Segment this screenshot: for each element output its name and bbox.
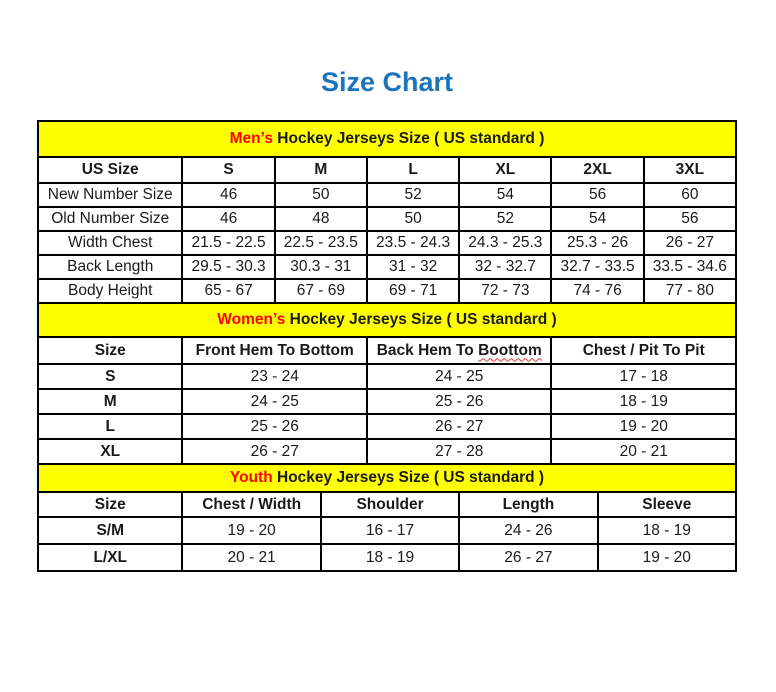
- table-cell: 23 - 24: [182, 364, 367, 389]
- table-cell: 24.3 - 25.3: [459, 231, 551, 255]
- section-title-rest: Hockey Jerseys Size ( US standard ): [272, 130, 545, 147]
- table-cell: 16 - 17: [321, 517, 459, 544]
- size-chart-content: [37, 66, 737, 572]
- table-cell: 74 - 76: [551, 279, 643, 303]
- table-cell: 18 - 19: [551, 389, 736, 414]
- table-cell: 25 - 26: [367, 389, 552, 414]
- table-row: [38, 183, 736, 207]
- mens-section-title: [38, 121, 736, 157]
- table-row: [38, 544, 736, 571]
- row-label: New Number Size: [38, 183, 182, 207]
- column-header: Shoulder: [321, 492, 459, 517]
- column-header: US Size: [38, 157, 182, 183]
- table-cell: 72 - 73: [459, 279, 551, 303]
- womens-header-row: [38, 337, 736, 364]
- column-header: XL: [459, 157, 551, 183]
- column-header: M: [275, 157, 367, 183]
- table-cell: 19 - 20: [551, 414, 736, 439]
- table-cell: 17 - 18: [551, 364, 736, 389]
- mens-size-table: [37, 120, 737, 304]
- table-row: [38, 414, 736, 439]
- column-header: 2XL: [551, 157, 643, 183]
- table-cell: 21.5 - 22.5: [182, 231, 274, 255]
- table-cell: 33.5 - 34.6: [644, 255, 736, 279]
- table-cell: 50: [275, 183, 367, 207]
- table-cell: 26 - 27: [644, 231, 736, 255]
- table-cell: 18 - 19: [321, 544, 459, 571]
- page-title: Size Chart: [320, 67, 454, 97]
- column-header: Sleeve: [598, 492, 736, 517]
- table-cell: 69 - 71: [367, 279, 459, 303]
- table-cell: 23.5 - 24.3: [367, 231, 459, 255]
- table-cell: 25 - 26: [182, 414, 367, 439]
- section-title-rest: Hockey Jerseys Size ( US standard ): [285, 311, 557, 328]
- row-label: XL: [38, 439, 182, 464]
- table-row: [38, 389, 736, 414]
- youth-header-row: [38, 492, 736, 517]
- table-cell: 31 - 32: [367, 255, 459, 279]
- table-cell: 60: [644, 183, 736, 207]
- table-cell: 19 - 20: [598, 544, 736, 571]
- column-header: Front Hem To Bottom: [182, 337, 367, 364]
- section-title-highlight: Youth: [229, 469, 273, 486]
- youth-section-title: [38, 464, 736, 492]
- table-cell: 19 - 20: [182, 517, 320, 544]
- table-cell: 54: [459, 183, 551, 207]
- table-cell: 50: [367, 207, 459, 231]
- table-cell: 65 - 67: [182, 279, 274, 303]
- table-cell: 26 - 27: [459, 544, 597, 571]
- section-title-highlight: Men’s: [229, 130, 273, 147]
- column-header: Length: [459, 492, 597, 517]
- table-row: [38, 207, 736, 231]
- table-cell: 46: [182, 207, 274, 231]
- column-header: S: [182, 157, 274, 183]
- table-cell: 18 - 19: [598, 517, 736, 544]
- table-cell: 30.3 - 31: [275, 255, 367, 279]
- row-label: Body Height: [38, 279, 182, 303]
- table-cell: 52: [367, 183, 459, 207]
- mens-header-row: [38, 157, 736, 183]
- table-cell: 48: [275, 207, 367, 231]
- row-label: Old Number Size: [38, 207, 182, 231]
- table-cell: 20 - 21: [551, 439, 736, 464]
- column-header: Chest / Pit To Pit: [551, 337, 736, 364]
- table-cell: 54: [551, 207, 643, 231]
- table-cell: 77 - 80: [644, 279, 736, 303]
- mens-section-band: [38, 121, 736, 157]
- column-header: Chest / Width: [182, 492, 320, 517]
- table-cell: 25.3 - 26: [551, 231, 643, 255]
- table-cell: 20 - 21: [182, 544, 320, 571]
- table-row: [38, 517, 736, 544]
- column-header: Back Hem To Boottom: [367, 337, 552, 364]
- row-label: Width Chest: [38, 231, 182, 255]
- table-row: [38, 439, 736, 464]
- table-cell: 26 - 27: [367, 414, 552, 439]
- row-label: S/M: [38, 517, 182, 544]
- table-cell: 32.7 - 33.5: [551, 255, 643, 279]
- section-title-rest: Hockey Jerseys Size ( US standard ): [272, 469, 545, 486]
- table-row: [38, 231, 736, 255]
- youth-size-table: [37, 463, 737, 572]
- column-header: L: [367, 157, 459, 183]
- column-header: Size: [38, 492, 182, 517]
- table-cell: 29.5 - 30.3: [182, 255, 274, 279]
- section-title-highlight: Women’s: [217, 311, 286, 328]
- table-row: [38, 279, 736, 303]
- table-cell: 52: [459, 207, 551, 231]
- table-cell: 46: [182, 183, 274, 207]
- table-cell: 24 - 26: [459, 517, 597, 544]
- row-label: Back Length: [38, 255, 182, 279]
- table-cell: 56: [551, 183, 643, 207]
- womens-section-band: [38, 303, 736, 337]
- row-label: L: [38, 414, 182, 439]
- table-cell: 27 - 28: [367, 439, 552, 464]
- youth-section-band: [38, 464, 736, 492]
- column-header: 3XL: [644, 157, 736, 183]
- table-cell: 22.5 - 23.5: [275, 231, 367, 255]
- row-label: L/XL: [38, 544, 182, 571]
- table-row: [38, 255, 736, 279]
- womens-size-table: [37, 302, 737, 465]
- column-header: Size: [38, 337, 182, 364]
- misspelled-word: Boottom: [478, 341, 542, 359]
- table-cell: 24 - 25: [367, 364, 552, 389]
- table-cell: 32 - 32.7: [459, 255, 551, 279]
- table-cell: 67 - 69: [275, 279, 367, 303]
- row-label: S: [38, 364, 182, 389]
- table-row: [38, 364, 736, 389]
- table-cell: 24 - 25: [182, 389, 367, 414]
- table-cell: 26 - 27: [182, 439, 367, 464]
- row-label: M: [38, 389, 182, 414]
- womens-section-title: [38, 303, 736, 337]
- table-cell: 56: [644, 207, 736, 231]
